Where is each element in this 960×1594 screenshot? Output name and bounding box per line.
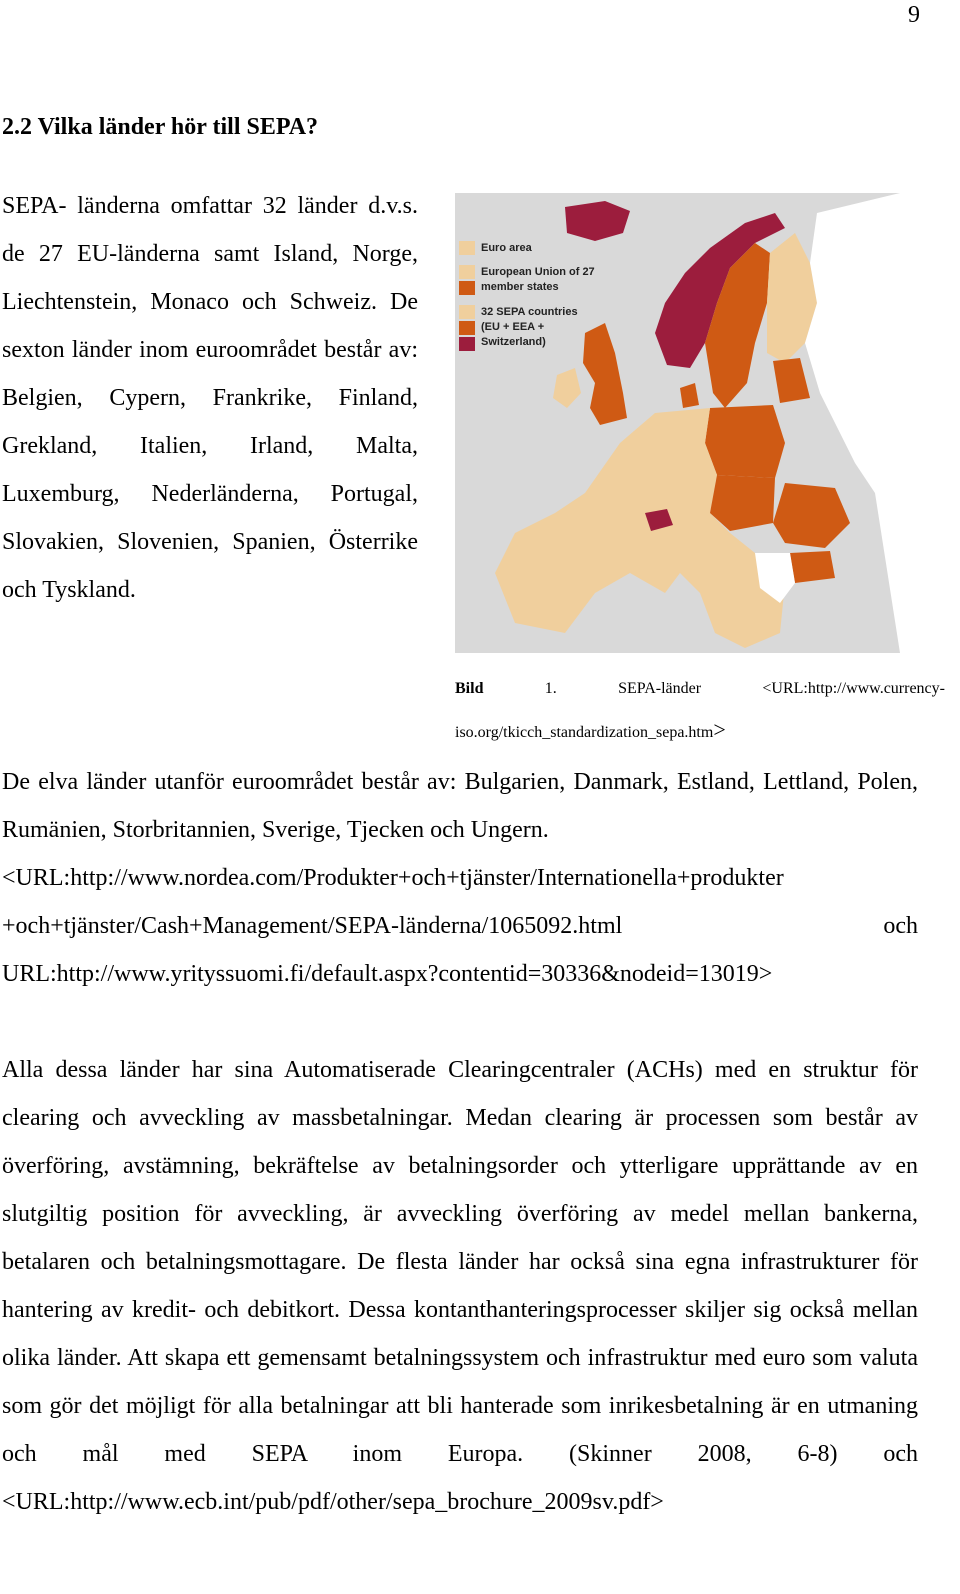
map-baltics — [773, 358, 810, 403]
map-czech-hungary — [710, 475, 775, 531]
caption-url-part1: <URL:http://www.currency- — [762, 680, 945, 697]
legend-item-euro: Euro area — [459, 241, 599, 257]
paragraph-ach — [2, 1046, 918, 1526]
reference-url-1: <URL:http://www.nordea.com/Produkter+och+tjänster/Internationella+produkter — [2, 865, 784, 891]
legend-item-sepa: 32 SEPA countries (EU + EEA + Switzerland) — [459, 305, 599, 353]
reference-url-2: +och+tjänster/Cash+Management/SEPA-länderna/1065092.html — [2, 913, 623, 939]
paragraph-outside-euro: De elva länder utanför euroområdet består av: Bulgarien, Danmark, Estland, Lettland, Polen, Rumänien, Storbritannien, Sverige, Tjecken och Ungern. — [2, 769, 918, 843]
caption-title: SEPA-länder — [618, 680, 702, 697]
caption-url-end: > — [713, 717, 726, 742]
figure-caption-line1 — [455, 677, 945, 701]
map-romania — [773, 483, 850, 548]
caption-url-part2: iso.org/tkicch_standardization_sepa.htm — [455, 724, 714, 741]
map-denmark — [680, 383, 699, 408]
reference-url-3: URL:http://www.yrityssuomi.fi/default.aspx?contentid=30336&nodeid=13019> — [2, 961, 773, 987]
caption-number: 1. — [544, 680, 557, 697]
section-heading: 2.2 Vilka länder hör till SEPA? — [2, 114, 319, 140]
map-poland — [705, 405, 785, 478]
paragraph-ach-url: <URL:http://www.ecb.int/pub/pdf/other/sepa_brochure_2009sv.pdf> — [2, 1489, 664, 1515]
map-legend — [459, 241, 599, 361]
sepa-map — [455, 193, 900, 653]
reference-och: och — [883, 913, 918, 939]
caption-label: Bild — [455, 680, 484, 697]
legend-item-eu: European Union of 27 member states — [459, 265, 599, 297]
reference-urls — [2, 854, 918, 998]
map-east — [805, 193, 900, 653]
paragraph-ach-text: Alla dessa länder har sina Automatiserade Clearingcentraler (ACHs) med en struktur för clearing och avveckling av massbetalningar. Medan clearing är processen som består av överföring, avstämning, bekräftelse av betalningsorder och ytterligare upprättande av en slutgiltig position för avveckling, är avveckling överföring av medel mellan bankerna, betalaren och betalningsmottagare. De flesta länder har också sina egna infrastrukturer för hantering av kredit- och debitkort. Dessa kontanthanteringsprocesser skiljer sig också mellan olika länder. Att skapa ett gemensamt betalningssystem och infrastruktur med euro som valuta som gör det möjligt för alla betalningar att bli hanterade som inrikesbetalning är en utmaning och mål med SEPA inom Europa. (Skinner 2008, 6-8) och — [2, 1057, 918, 1467]
map-iceland — [565, 201, 630, 241]
figure-caption-line2 — [455, 718, 726, 745]
page-number: 9 — [908, 2, 920, 28]
map-ireland — [553, 368, 581, 408]
map-bulgaria — [790, 551, 835, 583]
intro-paragraph: SEPA- länderna omfattar 32 länder d.v.s. de 27 EU-länderna samt Island, Norge, Liechtenstein, Monaco och Schweiz. De sexton länder inom euroområdet består av: Belgien, Cypern, Frankrike, Finland, Grekland, Italien, Irland, Malta, Luxemburg, Nederländerna, Portugal, Slovakien, Slovenien, Spanien, Österrike och Tyskland. — [2, 193, 418, 603]
